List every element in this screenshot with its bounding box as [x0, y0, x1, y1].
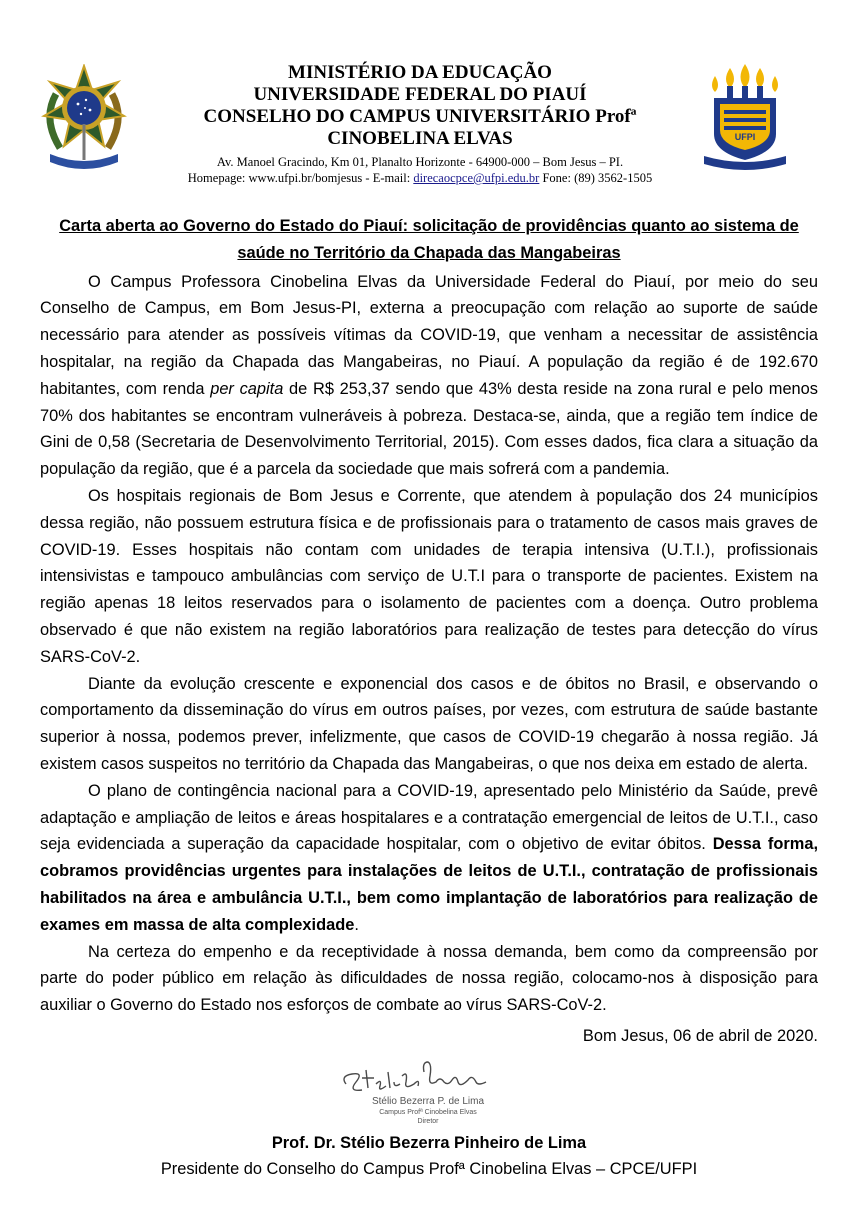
ufpi-logo-text: UFPI: [734, 132, 756, 142]
stamp-line-1: Stélio Bezerra P. de Lima: [371, 1096, 485, 1107]
stamp-line-3: Diretor: [417, 1118, 439, 1125]
ufpi-logo-icon: [700, 64, 790, 174]
letter-date: Bom Jesus, 06 de abril de 2020.: [582, 1026, 818, 1045]
letterhead-university: UNIVERSIDADE FEDERAL DO PIAUÍ: [253, 84, 587, 105]
paragraph-4-bold: Dessa forma, cobramos providências urgentes para instalações de leitos de U.T.I., contratação de profissionais habilitados na área e ambulância U.T.I., bem como implantação de laboratórios para realização de exames em massa de alta complexidade: [40, 835, 818, 934]
letterhead-council: CONSELHO DO CAMPUS UNIVERSITÁRIO Profª: [203, 106, 637, 127]
paragraph-4-end: .: [354, 915, 359, 934]
signer-block: [40, 1130, 818, 1182]
letterhead-address: Av. Manoel Gracindo, Km 01, Planalto Horizonte - 64900-000 – Bom Jesus – PI.: [216, 155, 624, 169]
paragraph-1-italic: per capita: [210, 379, 284, 398]
letterhead: [140, 62, 700, 186]
letter-title: Carta aberta ao Governo do Estado do Piauí: solicitação de providências quanto ao sistema de saúde no Território da Chapada das Mangabeiras: [59, 217, 799, 262]
paragraph-3: Diante da evolução crescente e exponencial dos casos e de óbitos no Brasil, e observando o comportamento da disseminação do vírus em outros países, por vezes, com estrutura de saúde bastante superior à nossa, podemos prever, infelizmente, que casos de COVID-19 chegarão à nossa região. Já existem casos suspeitos no território da Chapada das Mangabeiras, o que nos deixa em estado de alerta.: [40, 674, 818, 773]
paragraph-5: Na certeza do empenho e da receptividade à nossa demanda, bem como da compreensão por parte do poder público em relação às dificuldades de nossa região, colocamo-nos à disposição para auxiliar o Governo do Estado nos esforços de combate ao vírus SARS-CoV-2.: [40, 942, 818, 1015]
brazil-coat-of-arms-icon: [34, 64, 134, 172]
letterhead-campus: CINOBELINA ELVAS: [327, 128, 513, 149]
stamp-line-2: Campus Profª Cinobelina Elvas: [379, 1109, 477, 1116]
paragraph-2: Os hospitais regionais de Bom Jesus e Corrente, que atendem à população dos 24 municípios dessa região, não possuem estrutura física e de profissionais para o tratamento de casos mais graves de COVID-19. Esses hospitais não contam com unidades de terapia intensiva (U.T.I.), profissionais intensivistas e tampouco ambulâncias com serviço de U.T.I para o transporte de pacientes. Existem na região apenas 18 leitos reservados para o isolamento de pacientes com a doença. Outro problema observado é que não existem na região laboratórios para realização de testes para detecção do vírus SARS-CoV-2.: [40, 486, 818, 666]
phone-text: Fone: (89) 3562-1505: [539, 171, 653, 185]
letterhead-contact: [140, 170, 700, 186]
paragraph-1-text-a: O Campus Professora Cinobelina Elvas da Universidade Federal do Piauí, por meio do seu Conselho de Campus, em Bom Jesus-PI, externa a preocupação com relação ao suporte de saúde necessário para atender as possíveis vítimas da COVID-19, que venham a necessitar de assistência hospitalar, na região da Chapada das Mangabeiras, no Piauí. A população da região é de 192.670 habitantes, com renda: [40, 272, 818, 398]
paragraph-4: [40, 778, 818, 939]
homepage-text: Homepage: www.ufpi.br/bomjesus - E-mail:: [187, 171, 414, 185]
paragraph-1-text-b: de R$ 253,37 sendo que 43% desta reside na zona rural e pelo menos 70% dos habitantes se encontram vulneráveis à pobreza. Destaca-se, ainda, que a região tem índice de Gini de 0,58 (Secretaria de Desenvolvimento Territorial, 2015). Com esses dados, fica clara a situação da população da região, que é a parcela da sociedade que mais sofrerá com a pandemia.: [40, 379, 818, 479]
signer-role: Presidente do Conselho do Campus Profª Cinobelina Elvas – CPCE/UFPI: [160, 1160, 698, 1178]
letterhead-ministry: MINISTÉRIO DA EDUCAÇÃO: [288, 62, 552, 83]
handwritten-signature-stamp: [336, 1048, 506, 1132]
paragraph-1: [40, 269, 818, 483]
signer-name: Prof. Dr. Stélio Bezerra Pinheiro de Lima: [271, 1134, 587, 1152]
email-link[interactable]: direcaocpce@ufpi.edu.br: [413, 171, 540, 185]
letter-body: [40, 213, 818, 1050]
paragraph-4-text: O plano de contingência nacional para a COVID-19, apresentado pelo Ministério da Saúde, prevê adaptação e ampliação de leitos e áreas hospitalares e a contratação emergencial de leitos de U.T.I., caso seja evidenciada a superação da capacidade hospitalar, com o objetivo de evitar óbitos.: [40, 781, 818, 854]
